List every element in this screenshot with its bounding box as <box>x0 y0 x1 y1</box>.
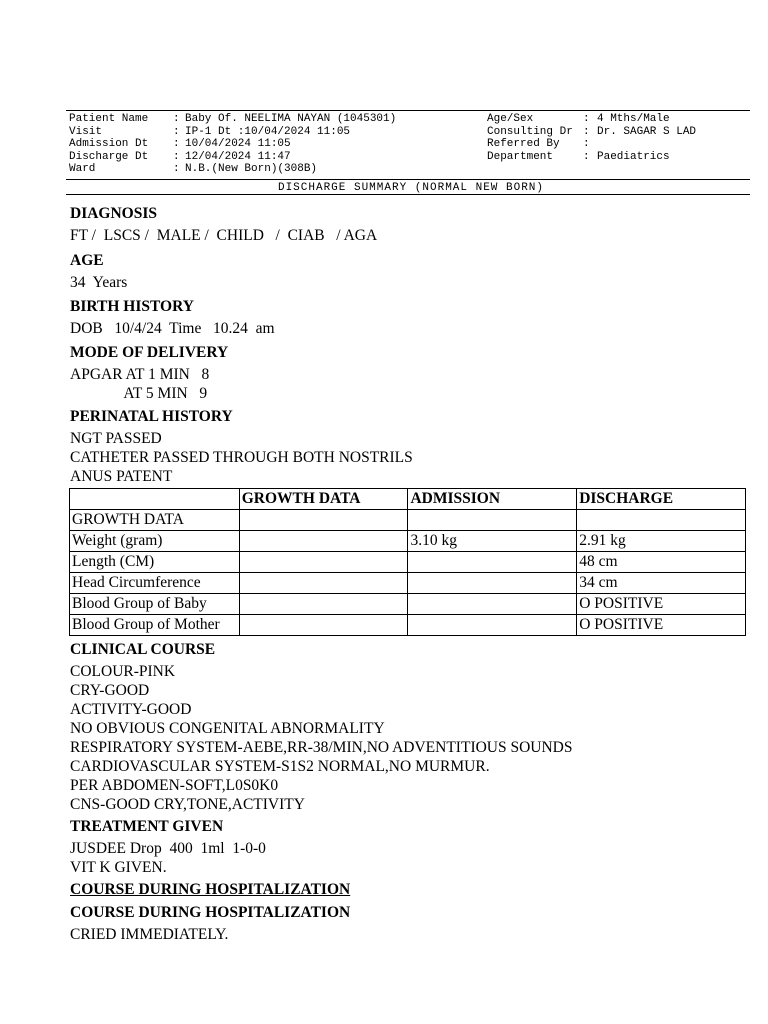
department-label: Department <box>487 150 554 163</box>
table-row <box>70 615 746 636</box>
table-cell <box>239 573 408 594</box>
table-cell: Blood Group of Baby <box>70 594 240 615</box>
table-cell: O POSITIVE <box>577 594 746 615</box>
clinical-course-line: CRY-GOOD <box>70 682 150 699</box>
referred-by-label: Referred By <box>487 138 560 151</box>
table-cell: Blood Group of Mother <box>70 615 240 636</box>
table-cell <box>408 594 577 615</box>
course-hospitalization-heading: COURSE DURING HOSPITALIZATION <box>70 904 351 921</box>
header-row <box>66 151 750 164</box>
patient-name-value: Baby Of. NEELIMA NAYAN (1045301) <box>185 113 397 125</box>
age-sex-label: Age/Sex <box>487 113 534 125</box>
table-cell: O POSITIVE <box>577 615 746 636</box>
course-hospitalization-text: CRIED IMMEDIATELY. <box>70 926 229 943</box>
age-text: 34 Years <box>70 274 128 291</box>
table-header-cell: GROWTH DATA <box>239 489 408 510</box>
admission-dt-value: 10/04/2024 11:05 <box>185 138 291 151</box>
visit-label: Visit <box>69 125 103 138</box>
colon: : <box>173 138 180 151</box>
table-cell <box>239 594 408 615</box>
table-header-cell <box>70 489 240 510</box>
table-cell: 3.10 kg <box>408 531 577 552</box>
colon: : <box>583 150 590 163</box>
summary-body <box>70 203 750 944</box>
discharge-dt-value: 12/04/2024 11:47 <box>185 150 291 163</box>
treatment-line: VIT K GIVEN. <box>70 859 167 876</box>
table-header-cell: DISCHARGE <box>577 489 746 510</box>
growth-data-table <box>69 488 746 636</box>
discharge-dt-label: Discharge Dt <box>69 150 149 163</box>
table-cell: 34 cm <box>577 573 746 594</box>
table-cell: Head Circumference <box>70 573 240 594</box>
apgar-5min: AT 5 MIN 9 <box>70 385 208 402</box>
colon: : <box>583 138 590 151</box>
clinical-course-line: CNS-GOOD CRY,TONE,ACTIVITY <box>70 796 305 813</box>
treatment-given-heading: TREATMENT GIVEN <box>70 818 224 835</box>
colon: : <box>173 113 180 125</box>
table-cell <box>239 510 408 531</box>
table-cell <box>408 573 577 594</box>
table-row <box>70 573 746 594</box>
perinatal-line: ANUS PATENT <box>70 468 173 485</box>
treatment-line: JUSDEE Drop 400 1ml 1-0-0 <box>70 840 266 857</box>
diagnosis-text: FT / LSCS / MALE / CHILD / CIAB / AGA <box>70 227 378 244</box>
table-header-cell: ADMISSION <box>408 489 577 510</box>
table-cell: 2.91 kg <box>577 531 746 552</box>
diagnosis-heading: DIAGNOSIS <box>70 205 157 222</box>
document-title: DISCHARGE SUMMARY (NORMAL NEW BORN) <box>66 179 750 195</box>
clinical-course-line: PER ABDOMEN-SOFT,L0S0K0 <box>70 777 279 794</box>
table-cell <box>239 531 408 552</box>
birth-history-text: DOB 10/4/24 Time 10.24 am <box>70 320 275 337</box>
table-cell <box>408 615 577 636</box>
table-row <box>70 594 746 615</box>
table-cell <box>408 510 577 531</box>
table-row <box>70 510 746 531</box>
course-hospitalization-heading-underlined: COURSE DURING HOSPITALIZATION <box>70 881 351 898</box>
visit-value: IP-1 Dt :10/04/2024 11:05 <box>185 125 351 138</box>
colon: : <box>583 113 590 125</box>
mode-of-delivery-heading: MODE OF DELIVERY <box>70 344 229 361</box>
table-row <box>70 531 746 552</box>
colon: : <box>173 163 180 176</box>
table-cell: Length (CM) <box>70 552 240 573</box>
table-cell <box>408 552 577 573</box>
ward-label: Ward <box>69 163 96 176</box>
header-row <box>66 126 750 139</box>
consulting-dr-label: Consulting Dr <box>487 125 573 138</box>
perinatal-line: CATHETER PASSED THROUGH BOTH NOSTRILS <box>70 449 413 466</box>
clinical-course-line: RESPIRATORY SYSTEM-AEBE,RR-38/MIN,NO ADVENTITIOUS SOUNDS <box>70 739 573 756</box>
header-row <box>66 113 750 126</box>
clinical-course-line: CARDIOVASCULAR SYSTEM-S1S2 NORMAL,NO MURMUR. <box>70 758 490 775</box>
header-row <box>66 138 750 151</box>
colon: : <box>173 150 180 163</box>
admission-dt-label: Admission Dt <box>69 138 149 151</box>
colon: : <box>583 125 590 138</box>
table-cell: 48 cm <box>577 552 746 573</box>
table-cell: Weight (gram) <box>70 531 240 552</box>
age-heading: AGE <box>70 252 104 269</box>
ward-value: N.B.(New Born)(308B) <box>185 163 318 176</box>
table-cell: GROWTH DATA <box>70 510 240 531</box>
clinical-course-line: ACTIVITY-GOOD <box>70 701 192 718</box>
clinical-course-line: NO OBVIOUS CONGENITAL ABNORMALITY <box>70 720 385 737</box>
table-header-row <box>70 489 746 510</box>
table-cell <box>577 510 746 531</box>
clinical-course-heading: CLINICAL COURSE <box>70 641 216 658</box>
perinatal-history-heading: PERINATAL HISTORY <box>70 408 233 425</box>
colon: : <box>173 125 180 138</box>
consulting-dr-value: Dr. SAGAR S LAD <box>597 125 697 138</box>
perinatal-line: NGT PASSED <box>70 430 162 447</box>
table-cell <box>239 615 408 636</box>
table-row <box>70 552 746 573</box>
birth-history-heading: BIRTH HISTORY <box>70 298 194 315</box>
patient-name-label: Patient Name <box>69 113 149 125</box>
header-row <box>66 163 750 176</box>
department-value: Paediatrics <box>597 150 670 163</box>
age-sex-value: 4 Mths/Male <box>597 113 670 125</box>
clinical-course-line: COLOUR-PINK <box>70 663 176 680</box>
patient-header <box>66 110 750 176</box>
apgar-1min: APGAR AT 1 MIN 8 <box>70 366 210 383</box>
table-cell <box>239 552 408 573</box>
